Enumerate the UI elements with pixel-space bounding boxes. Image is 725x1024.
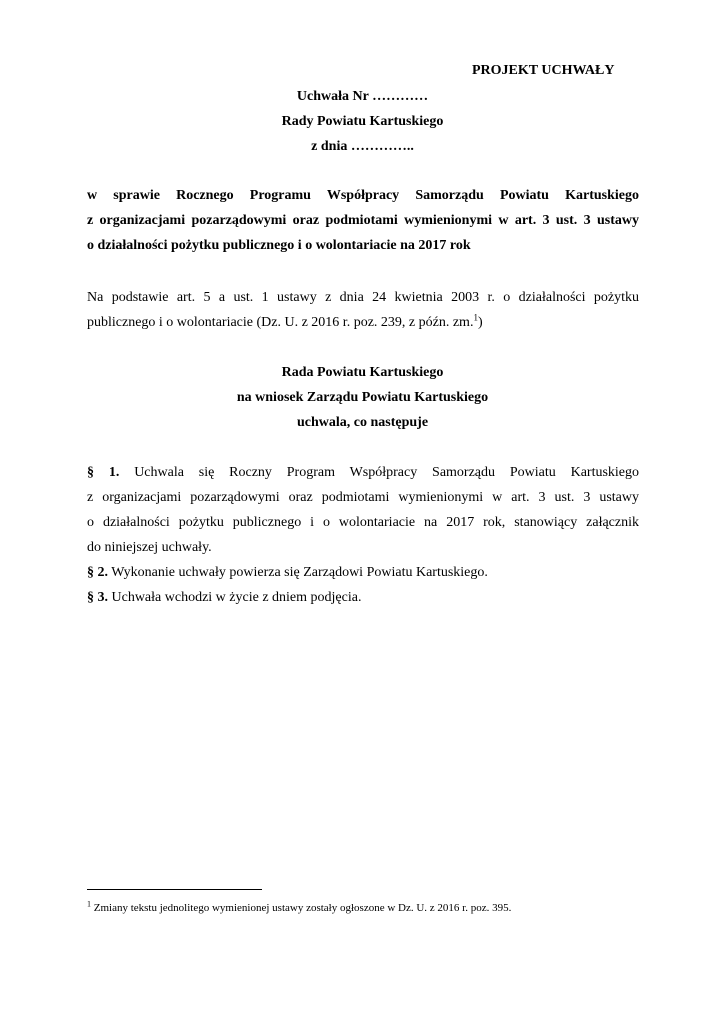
project-label: PROJEKT UCHWAŁY: [472, 63, 615, 78]
section-2: [87, 564, 488, 582]
resolution-date: z dnia …………..: [311, 139, 414, 154]
footnote: [87, 901, 511, 915]
section-1-line-1: [87, 464, 639, 482]
footnote-text: Zmiany tekstu jednolitego wymienionej ustawy zostały ogłoszone w Dz. U. z 2016 r. poz. 395.: [91, 902, 512, 914]
legal-basis-line-2: [87, 314, 483, 332]
resolution-number: Uchwała Nr …………: [296, 89, 429, 104]
footnote-number: 1: [87, 899, 91, 909]
section-3: [87, 589, 361, 607]
legal-basis-close: ): [477, 315, 483, 330]
section-2-label: § 2.: [87, 565, 108, 580]
subject-line-3: o działalności pożytku publicznego i o wolontariacie na 2017 rok: [87, 238, 471, 253]
section-1-line-3: o działalności pożytku publicznego i o wolontariacie na 2017 rok, stanowiący załącznik: [87, 515, 639, 530]
preamble-council: Rada Powiatu Kartuskiego: [281, 365, 444, 380]
council-name: Rady Powiatu Kartuskiego: [281, 114, 444, 129]
section-3-text: Uchwała wchodzi w życie z dniem podjęcia.: [108, 590, 362, 605]
subject-line-2: z organizacjami pozarządowymi oraz podmiotami wymienionymi w art. 3 ust. 3 ustawy: [87, 213, 639, 228]
legal-basis-text: publicznego i o wolontariacie (Dz. U. z 2016 r. poz. 239, z późn. zm.: [87, 315, 474, 330]
section-1-line-4: do niniejszej uchwały.: [87, 540, 212, 555]
preamble-motion: na wniosek Zarządu Powiatu Kartuskiego: [236, 390, 489, 405]
subject-line-1: w sprawie Rocznego Programu Współpracy Samorządu Powiatu Kartuskiego: [87, 188, 639, 203]
footnote-reference: 1: [473, 312, 478, 323]
section-3-label: § 3.: [87, 590, 108, 605]
legal-basis-line-1: Na podstawie art. 5 a ust. 1 ustawy z dnia 24 kwietnia 2003 r. o działalności pożytku: [87, 290, 639, 305]
section-2-text: Wykonanie uchwały powierza się Zarządowi Powiatu Kartuskiego.: [108, 565, 488, 580]
section-1-line-2: z organizacjami pozarządowymi oraz podmiotami wymienionymi w art. 3 ust. 3 ustawy: [87, 490, 639, 505]
section-1-label: § 1.: [87, 465, 120, 480]
preamble-resolves: uchwala, co następuje: [296, 415, 429, 430]
section-1-text: Uchwala się Roczny Program Współpracy Samorządu Powiatu Kartuskiego: [134, 465, 640, 480]
footnote-divider: [87, 889, 262, 890]
